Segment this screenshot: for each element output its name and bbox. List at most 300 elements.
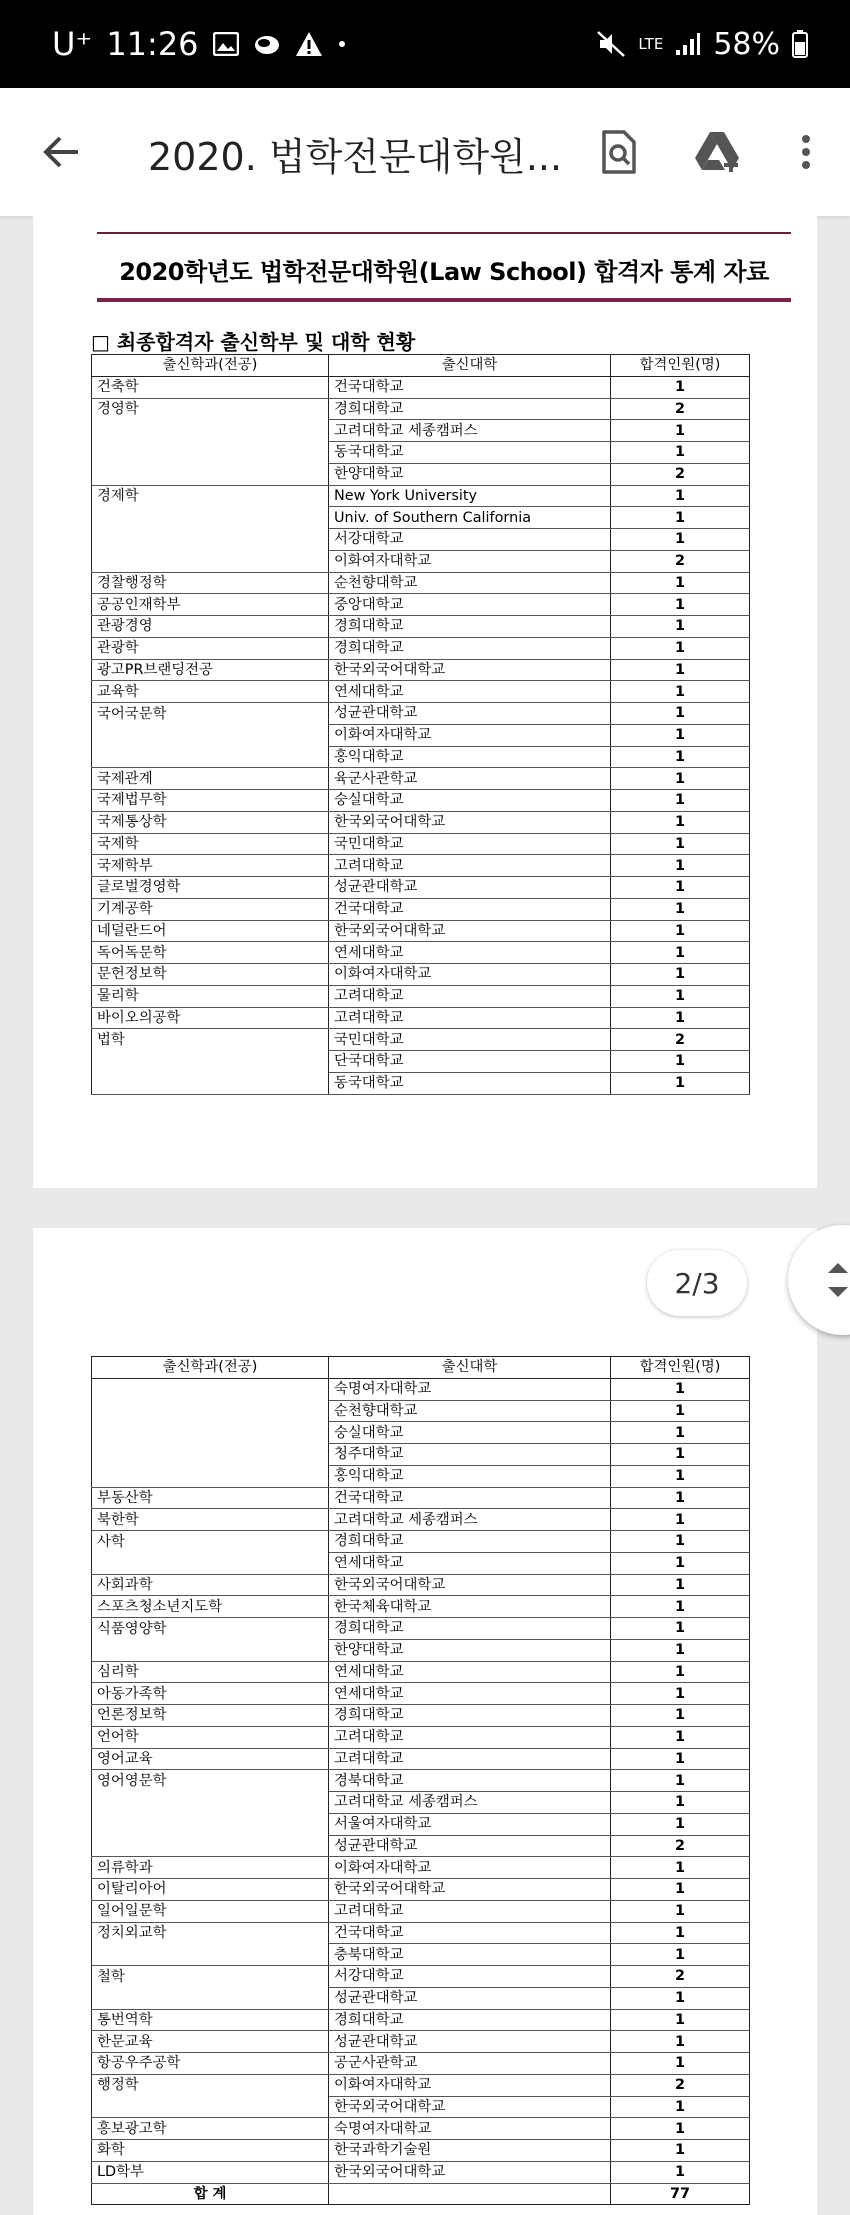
search-document-icon[interactable] (590, 124, 646, 180)
cell-university: 한국외국어대학교 (329, 920, 611, 942)
cell-count: 1 (611, 1487, 750, 1509)
table-row (92, 420, 750, 442)
header-major: 출신학과(전공) (92, 355, 329, 377)
cell-university: 숙명여자대학교 (329, 1378, 611, 1400)
signal-icon (675, 32, 701, 56)
table-row (92, 550, 750, 572)
cell-major: 심리학 (92, 1661, 329, 1683)
cell-count: 1 (611, 420, 750, 442)
table-row (92, 724, 750, 746)
cell-count: 2 (611, 398, 750, 420)
cell-major (92, 1444, 329, 1466)
table-row (92, 833, 750, 855)
cell-major (92, 1944, 329, 1966)
table-row (92, 898, 750, 920)
table-row (92, 1072, 750, 1094)
cell-university: 숙명여자대학교 (329, 2118, 611, 2140)
cell-university: 고려대학교 세종캠퍼스 (329, 420, 611, 442)
total-label: 합 계 (92, 2183, 329, 2205)
cell-university: 국민대학교 (329, 1029, 611, 1051)
clock: 11:26 (106, 25, 199, 63)
cell-count: 1 (611, 2053, 750, 2075)
cell-count: 1 (611, 659, 750, 681)
cell-major (92, 1987, 329, 2009)
cell-major: 스포츠청소년지도학 (92, 1596, 329, 1618)
cell-count: 1 (611, 877, 750, 899)
cell-count: 1 (611, 2140, 750, 2162)
doc-heading: 2020학년도 법학전문대학원(Law School) 합격자 통계 자료 (119, 258, 769, 286)
table-row (92, 1748, 750, 1770)
cell-major: 국제학 (92, 833, 329, 855)
cell-count: 1 (611, 1552, 750, 1574)
cell-university: 성균관대학교 (329, 703, 611, 725)
cell-major: 식품영양학 (92, 1618, 329, 1640)
cell-university: 충북대학교 (329, 1944, 611, 1966)
cell-count: 1 (611, 681, 750, 703)
header-major: 출신학과(전공) (92, 1357, 329, 1379)
table-row (92, 1944, 750, 1966)
table-header-row (92, 355, 750, 377)
gallery-icon (213, 32, 239, 56)
cell-count: 1 (611, 2096, 750, 2118)
cell-count: 1 (611, 1857, 750, 1879)
table-row (92, 1661, 750, 1683)
warning-icon (295, 31, 323, 57)
cell-major (92, 1051, 329, 1073)
table-row (92, 877, 750, 899)
cell-count: 1 (611, 2161, 750, 2183)
table-row (92, 1726, 750, 1748)
table-row (92, 1987, 750, 2009)
total-value: 77 (611, 2183, 750, 2205)
table-row (92, 572, 750, 594)
cell-count: 1 (611, 1705, 750, 1727)
table-row (92, 920, 750, 942)
cell-count: 1 (611, 1813, 750, 1835)
cell-university: 연세대학교 (329, 1552, 611, 1574)
cell-university: 성균관대학교 (329, 1835, 611, 1857)
cell-university: 청주대학교 (329, 1444, 611, 1466)
table-row (92, 1618, 750, 1640)
cell-count: 1 (611, 898, 750, 920)
cell-university: 한국체육대학교 (329, 1596, 611, 1618)
cell-count: 1 (611, 2009, 750, 2031)
cell-major: 법학 (92, 1029, 329, 1051)
table-row (92, 964, 750, 986)
cell-count: 1 (611, 724, 750, 746)
table-row (92, 746, 750, 768)
cell-count: 1 (611, 942, 750, 964)
cell-major (92, 420, 329, 442)
header-count: 합격인원(명) (611, 1357, 750, 1379)
cell-major: 국제통상학 (92, 811, 329, 833)
table-row (92, 529, 750, 551)
cell-count: 1 (611, 507, 750, 529)
table-row (92, 1465, 750, 1487)
cell-university: 이화여자대학교 (329, 2074, 611, 2096)
table-row (92, 703, 750, 725)
table-row (92, 442, 750, 464)
table-row (92, 768, 750, 790)
cell-count: 2 (611, 550, 750, 572)
cell-university: 고려대학교 (329, 1748, 611, 1770)
cell-count: 2 (611, 1029, 750, 1051)
table-row (92, 1683, 750, 1705)
cell-count: 2 (611, 2074, 750, 2096)
cell-university: 경희대학교 (329, 1531, 611, 1553)
cell-major: 이탈리아어 (92, 1879, 329, 1901)
cell-university: 경희대학교 (329, 2009, 611, 2031)
cell-major: 국제관계 (92, 768, 329, 790)
cell-major (92, 2096, 329, 2118)
table-row (92, 1531, 750, 1553)
cell-count: 1 (611, 1618, 750, 1640)
cell-major: 교육학 (92, 681, 329, 703)
cell-count: 1 (611, 1444, 750, 1466)
cell-major (92, 1813, 329, 1835)
cell-count: 1 (611, 1900, 750, 1922)
table-row (92, 1857, 750, 1879)
cell-university: 건국대학교 (329, 1487, 611, 1509)
cell-major: 독어독문학 (92, 942, 329, 964)
cell-count: 1 (611, 1531, 750, 1553)
cell-university: 연세대학교 (329, 1683, 611, 1705)
cell-university: 성균관대학교 (329, 1987, 611, 2009)
document-title: 2020. 법학전문대학원... (148, 135, 563, 179)
back-arrow-icon[interactable] (38, 128, 86, 176)
cell-major (92, 1422, 329, 1444)
cell-major: 통번역학 (92, 2009, 329, 2031)
cell-count: 1 (611, 1792, 750, 1814)
cell-university: 성균관대학교 (329, 877, 611, 899)
table-row (92, 2053, 750, 2075)
table-row (92, 616, 750, 638)
cell-major: 글로벌경영학 (92, 877, 329, 899)
cell-university: 경희대학교 (329, 1618, 611, 1640)
cell-major: 관광경영 (92, 616, 329, 638)
cell-university: 한국외국어대학교 (329, 1879, 611, 1901)
cell-major: 의류학과 (92, 1857, 329, 1879)
cell-count: 1 (611, 1509, 750, 1531)
status-right (596, 0, 808, 88)
cell-university: 고려대학교 (329, 1726, 611, 1748)
cell-major (92, 1792, 329, 1814)
cell-count: 1 (611, 1683, 750, 1705)
cell-university: 건국대학교 (329, 898, 611, 920)
cell-count: 1 (611, 529, 750, 551)
cell-university: 한국외국어대학교 (329, 2161, 611, 2183)
cell-major: 영어교육 (92, 1748, 329, 1770)
pdf-page-2 (33, 1228, 817, 2215)
battery-percent: 58% (713, 26, 780, 62)
cell-count: 1 (611, 855, 750, 877)
cell-university: 한국외국어대학교 (329, 2096, 611, 2118)
cell-count: 1 (611, 1072, 750, 1094)
cell-major (92, 1552, 329, 1574)
table-row (92, 1900, 750, 1922)
cell-major: 부동산학 (92, 1487, 329, 1509)
cell-major: 바이오의공학 (92, 1007, 329, 1029)
table-row (92, 1639, 750, 1661)
cell-university: 건국대학교 (329, 376, 611, 398)
table-row (92, 1596, 750, 1618)
status-left (52, 0, 347, 88)
cell-major: 일어일문학 (92, 1900, 329, 1922)
cell-university: 국민대학교 (329, 833, 611, 855)
table-row (92, 811, 750, 833)
table-row (92, 594, 750, 616)
table-row (92, 2009, 750, 2031)
cell-major (92, 550, 329, 572)
cell-university: 서강대학교 (329, 529, 611, 551)
table-row (92, 681, 750, 703)
cell-university: Univ. of Southern California (329, 507, 611, 529)
cell-count: 1 (611, 1922, 750, 1944)
cell-major: 광고PR브랜딩전공 (92, 659, 329, 681)
cell-count: 2 (611, 463, 750, 485)
header-university: 출신대학 (329, 1357, 611, 1379)
cell-count: 2 (611, 1966, 750, 1988)
fast-scroll-handle[interactable] (788, 1225, 850, 1335)
cell-count: 1 (611, 985, 750, 1007)
table-row (92, 1792, 750, 1814)
cell-university: 경북대학교 (329, 1770, 611, 1792)
cell-university: 서울여자대학교 (329, 1813, 611, 1835)
cell-university: 한국외국어대학교 (329, 659, 611, 681)
cell-university: 고려대학교 세종캠퍼스 (329, 1509, 611, 1531)
more-vert-icon[interactable] (778, 124, 834, 180)
table-row (92, 1400, 750, 1422)
cell-count: 1 (611, 1422, 750, 1444)
cell-university: 고려대학교 (329, 1007, 611, 1029)
cell-major: 물리학 (92, 985, 329, 1007)
table-row (92, 1422, 750, 1444)
cell-major: LD학부 (92, 2161, 329, 2183)
cell-count: 1 (611, 746, 750, 768)
total-row (92, 2183, 750, 2205)
table-row (92, 659, 750, 681)
cell-major: 한문교육 (92, 2031, 329, 2053)
dot-icon (337, 39, 347, 49)
cell-university: 경희대학교 (329, 398, 611, 420)
section-heading: □ 최종합격자 출신학부 및 대학 현황 (91, 330, 416, 354)
cell-count: 1 (611, 1639, 750, 1661)
cell-university: 공군사관학교 (329, 2053, 611, 2075)
cell-major: 사학 (92, 1531, 329, 1553)
cell-count: 1 (611, 1879, 750, 1901)
table-row (92, 485, 750, 507)
cell-count: 1 (611, 616, 750, 638)
cell-major (92, 1378, 329, 1400)
cell-major: 문헌정보학 (92, 964, 329, 986)
cell-university: 고려대학교 세종캠퍼스 (329, 1792, 611, 1814)
cell-major: 홍보광고학 (92, 2118, 329, 2140)
table-row (92, 790, 750, 812)
cell-university: 이화여자대학교 (329, 964, 611, 986)
cell-university: 고려대학교 (329, 855, 611, 877)
cell-major: 국제학부 (92, 855, 329, 877)
cell-major: 언어학 (92, 1726, 329, 1748)
cell-major (92, 1835, 329, 1857)
drive-add-icon[interactable] (690, 124, 746, 180)
cell-university: 서강대학교 (329, 1966, 611, 1988)
cell-major (92, 724, 329, 746)
table-row (92, 1444, 750, 1466)
cell-count: 1 (611, 1574, 750, 1596)
table-row (92, 1966, 750, 1988)
cell-count: 1 (611, 833, 750, 855)
cell-university: 이화여자대학교 (329, 1857, 611, 1879)
app-bar (0, 88, 850, 216)
cell-count: 1 (611, 1944, 750, 1966)
cell-count: 1 (611, 594, 750, 616)
table-row (92, 463, 750, 485)
table-row (92, 1770, 750, 1792)
cell-count: 1 (611, 790, 750, 812)
cell-count: 1 (611, 485, 750, 507)
cell-university: 경희대학교 (329, 637, 611, 659)
cell-university: 경희대학교 (329, 616, 611, 638)
cell-university: 숭실대학교 (329, 790, 611, 812)
doc-title-block (97, 232, 791, 287)
cell-university: 순천향대학교 (329, 572, 611, 594)
cell-university: 동국대학교 (329, 442, 611, 464)
status-bar (0, 0, 850, 88)
total-empty-cell (329, 2183, 611, 2205)
cell-university: 단국대학교 (329, 1051, 611, 1073)
pdf-page-1 (33, 216, 817, 1188)
table-row (92, 2118, 750, 2140)
page-indicator: 2/3 (647, 1250, 747, 1316)
cell-count: 1 (611, 1748, 750, 1770)
cell-major: 경찰행정학 (92, 572, 329, 594)
table-row (92, 1552, 750, 1574)
admissions-table-page-2 (91, 1356, 750, 2205)
cell-major: 정치외교학 (92, 1922, 329, 1944)
cell-major (92, 442, 329, 464)
cell-university: 육군사관학교 (329, 768, 611, 790)
cell-major: 관광학 (92, 637, 329, 659)
cell-count: 1 (611, 2118, 750, 2140)
cell-university: 이화여자대학교 (329, 550, 611, 572)
table-row (92, 985, 750, 1007)
cell-university: 중앙대학교 (329, 594, 611, 616)
table-row (92, 2074, 750, 2096)
cell-university: 홍익대학교 (329, 1465, 611, 1487)
cell-count: 1 (611, 442, 750, 464)
cell-major: 건축학 (92, 376, 329, 398)
table-row (92, 507, 750, 529)
table-row (92, 1879, 750, 1901)
cell-count: 1 (611, 637, 750, 659)
cell-university: 한양대학교 (329, 1639, 611, 1661)
table-row (92, 1051, 750, 1073)
cell-university: 건국대학교 (329, 1922, 611, 1944)
cell-major (92, 529, 329, 551)
cell-count: 1 (611, 768, 750, 790)
cell-university: 경희대학교 (329, 1705, 611, 1727)
cell-count: 1 (611, 1378, 750, 1400)
table-row (92, 376, 750, 398)
title-underline (97, 298, 791, 302)
cell-university: 이화여자대학교 (329, 724, 611, 746)
cell-major: 언론정보학 (92, 1705, 329, 1727)
cell-count: 1 (611, 1400, 750, 1422)
cell-count: 1 (611, 1465, 750, 1487)
cell-count: 1 (611, 1987, 750, 2009)
cell-university: 성균관대학교 (329, 2031, 611, 2053)
table-row (92, 1029, 750, 1051)
table-row (92, 942, 750, 964)
cell-major: 영어영문학 (92, 1770, 329, 1792)
table-row (92, 2096, 750, 2118)
cell-count: 1 (611, 811, 750, 833)
table-row (92, 1922, 750, 1944)
cell-university: 연세대학교 (329, 681, 611, 703)
cell-major: 경제학 (92, 485, 329, 507)
cell-major: 국제법무학 (92, 790, 329, 812)
cell-university: 고려대학교 (329, 1900, 611, 1922)
cell-major (92, 1400, 329, 1422)
cell-count: 1 (611, 376, 750, 398)
table-row (92, 398, 750, 420)
cell-count: 1 (611, 1007, 750, 1029)
cell-university: New York University (329, 485, 611, 507)
cell-major (92, 1072, 329, 1094)
cell-university: 고려대학교 (329, 985, 611, 1007)
cell-major: 화학 (92, 2140, 329, 2162)
cell-count: 1 (611, 1661, 750, 1683)
admissions-table-page-1 (91, 354, 750, 1095)
cell-university: 한국과학기술원 (329, 2140, 611, 2162)
network-type: LTE (638, 34, 664, 53)
cell-major: 공공인재학부 (92, 594, 329, 616)
battery-icon (792, 30, 808, 58)
cell-count: 1 (611, 920, 750, 942)
cell-major (92, 1465, 329, 1487)
cell-major: 북한학 (92, 1509, 329, 1531)
table-header-row (92, 1357, 750, 1379)
header-university: 출신대학 (329, 355, 611, 377)
cell-count: 2 (611, 1835, 750, 1857)
cell-count: 1 (611, 1051, 750, 1073)
cell-university: 동국대학교 (329, 1072, 611, 1094)
cell-major: 사회과학 (92, 1574, 329, 1596)
cell-university: 연세대학교 (329, 942, 611, 964)
table-row (92, 1007, 750, 1029)
cell-major: 네덜란드어 (92, 920, 329, 942)
header-count: 합격인원(명) (611, 355, 750, 377)
cell-major (92, 746, 329, 768)
cell-major: 철학 (92, 1966, 329, 1988)
table-row (92, 1813, 750, 1835)
table-row (92, 1487, 750, 1509)
cell-count: 1 (611, 2031, 750, 2053)
cell-university: 한양대학교 (329, 463, 611, 485)
cell-major: 경영학 (92, 398, 329, 420)
cell-major: 아동가족학 (92, 1683, 329, 1705)
cell-major: 기계공학 (92, 898, 329, 920)
cell-count: 1 (611, 964, 750, 986)
cell-count: 1 (611, 1770, 750, 1792)
table-row (92, 1378, 750, 1400)
table-row (92, 2031, 750, 2053)
cell-university: 연세대학교 (329, 1661, 611, 1683)
cloud-icon (253, 32, 281, 56)
table-row (92, 2161, 750, 2183)
cell-university: 홍익대학교 (329, 746, 611, 768)
cell-count: 1 (611, 572, 750, 594)
